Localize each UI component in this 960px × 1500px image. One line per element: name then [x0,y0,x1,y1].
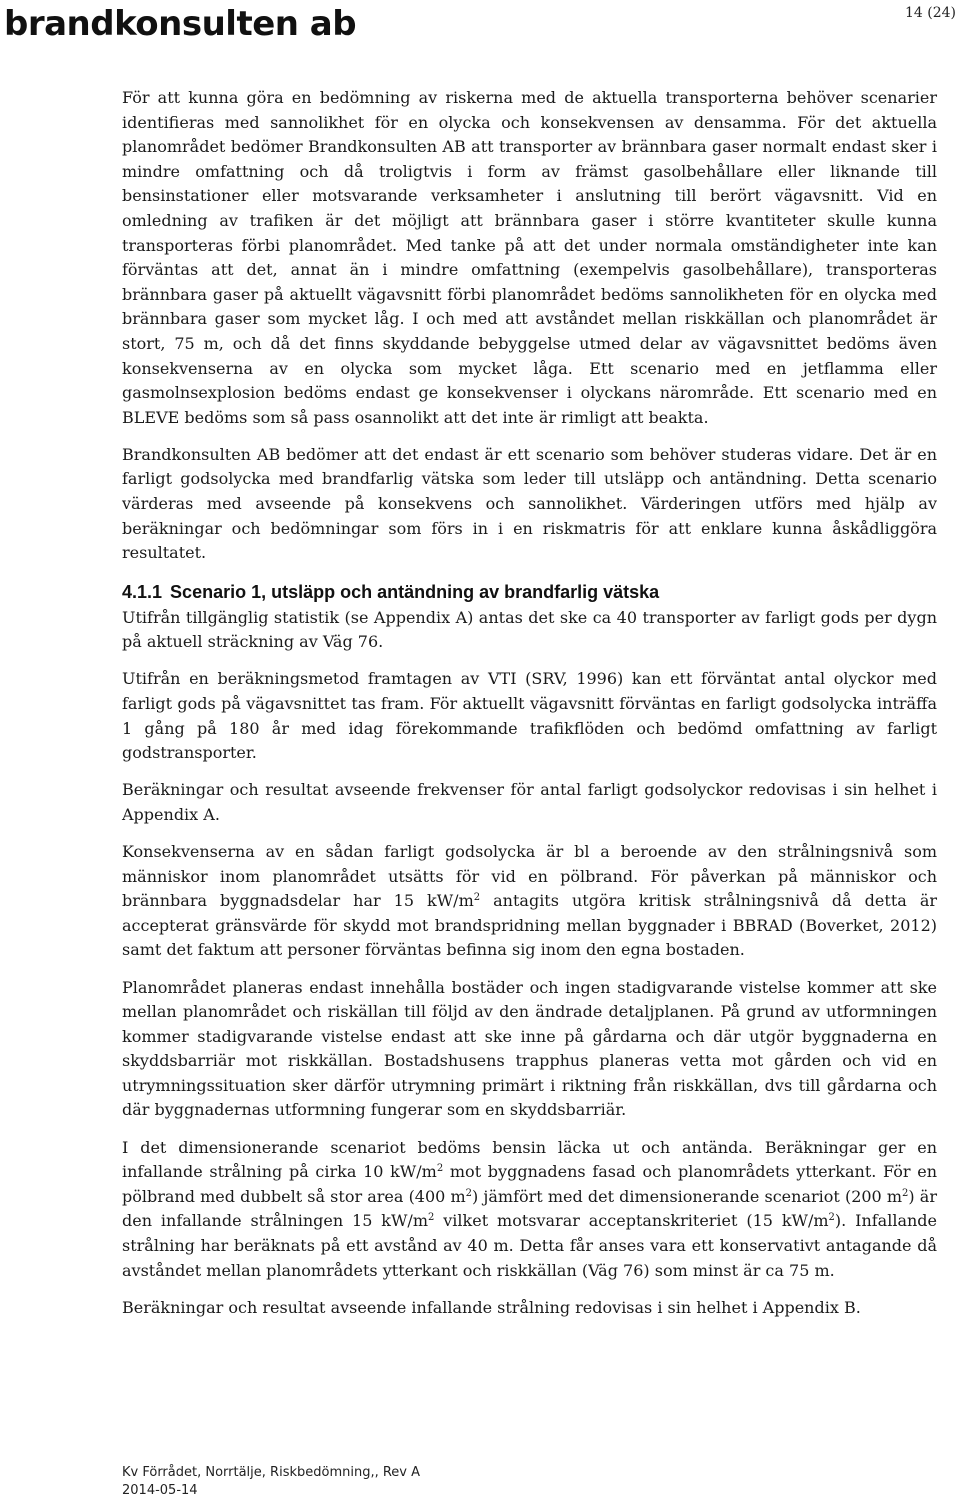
page-footer [122,1464,420,1500]
paragraph-calculation-method: Utifrån en beräkningsmetod framtagen av VTI (SRV, 1996) kan ett förväntat antal olyckor med farligt gods på vägavsnittet tas fram. För aktuellt vägavsnitt förväntas en farligt godsolycka inträffa 1 gång på 180 år med idag förekommande trafikflöden och bedömd omfattning av farligt godstransporter. [122,669,937,763]
paragraph-intro: För att kunna göra en bedömning av riskerna med de aktuella transporterna behöver scenarier identifieras med sannolikhet för en olycka och konsekvensen av densamma. För det aktuella planområdet bedömer Brandkonsulten AB att transporter av brännbara gaser normalt endast sker i mindre omfattning och då troligtvis i form av främst gasolbehållare eller liknande till bensinstationer eller motsvarande verksamheter i anslutning till berört vägavsnitt. Vid en omledning av trafiken är det möjligt att brännbara gaser i större kvantiteter skulle kunna transporteras förbi planområdet. Med tanke på att det under normala omständigheter inte kan förväntas att det, annat än i mindre omfattning (exempelvis gasolbehållare), transporteras brännbara gaser på aktuellt vägavsnitt förbi planområdet bedöms sannolikheten för en olycka med brännbara gaser som mycket låg. I och med att avståndet mellan riskkällan och planområdet är stort, 75 m, och då det finns skyddande bebyggelse utmed delar av vägavsnittet bedöms även konsekvenserna av en olycka som mycket låga. Ett scenario med en jetflamma eller gasmolnsexplosion bedöms endast ge konsekvenser i olyckans närområde. Ett scenario med en BLEVE bedöms som så pass osannolikt att det inte är rimligt att beakta. [122,88,937,427]
company-logo: brandkonsulten ab [4,4,357,44]
superscript: 2 [902,1187,909,1199]
text: Konsekvenserna av en sådan farligt godsolycka är bl a beroende av den strålningsnivå som människor inom planområdet utsätts för vid en pölbrand. För påverkan på människor och brännbara byggnadsdelar har 15 kW/m [122,842,937,911]
text: ) är den infallande strålningen 15 kW/m [122,1186,937,1231]
page-number: 14 (24) [904,5,956,21]
paragraph-dimensioning-scenario [122,1136,937,1284]
footer-document-title: Kv Förrådet, Norrtälje, Riskbedömning,, Rev A [122,1465,421,1480]
text: I det dimensionerande scenariot bedöms bensin läcka ut och antända. Beräkningar ger en infallande strålning på cirka 10 kW/m [122,1137,937,1182]
superscript: 2 [473,892,481,904]
paragraph-frequency-results: Beräkningar och resultat avseende frekvenser för antal farligt godsolyckor redovisas i sin helhet i Appendix A. [122,780,937,824]
section-heading [122,580,937,604]
superscript: 2 [428,1212,435,1224]
superscript: 2 [436,1163,444,1175]
text: ). Infallande strålning har beräknats på ett avstånd av 40 m. Detta får anses vara ett konservativt antagande då avståndet mellan planområdets ytterkant och riskkällan (Väg 76) som minst är ca 75 m. [122,1211,937,1280]
document-body [122,86,937,1333]
paragraph-radiation-results: Beräkningar och resultat avseende infallande strålning redovisas i sin helhet i Appendix B. [122,1297,861,1317]
paragraph-plan-area: Planområdet planeras endast innehålla bostäder och ingen stadigvarande vistelse kommer att ske mellan planområdet och riskällan till följd av den ändrade detaljplanen. På grund av utformningen kommer stadigvarande vistelse endast att ske inne på gårdarna och där utgör byggnaderna en skyddsbarriär mot riskkällan. Bostadshusens trapphus planeras vetta mot gården och vid en utrymningssituation sker därför utrymning primärt i riktning från riskkällan, dvs till gårdarna och där byggnadernas utformning fungerar som en skyddsbarriär. [122,977,937,1120]
text: antagits utgöra kritisk strålningsnivå då detta är accepterat gränsvärde för skydd mot brandspridning mellan byggnader i BBRAD (Boverket, 2012) samt det faktum att personer förväntas befinna sig inom den egna bostaden. [122,891,937,960]
paragraph-scenario-selection: Brandkonsulten AB bedömer att det endast är ett scenario som behöver studeras vidare. Det är en farligt godsolycka med brandfarlig vätska som leder till utsläpp och antändning. Detta scenario värderas med avseende på konsekvens och sannolikhet. Värderingen utförs med hjälp av beräkningar och bedömningar som förs in i en riskmatris för att enklare kunna åskådliggöra resultatet. [122,444,937,563]
footer-date: 2014-05-14 [122,1483,198,1498]
paragraph-statistics: Utifrån tillgänglig statistik (se Appendix A) antas det ske ca 40 transporter av farligt gods per dygn på aktuell sträckning av Väg 76. [122,607,937,652]
text: mot byggnadens fasad och planområdets ytterkant. För en pölbrand med dubbelt så stor area (400 m [122,1162,937,1206]
superscript: 2 [828,1212,835,1224]
superscript: 2 [465,1187,473,1199]
text: vilket motsvarar acceptanskriteriet (15 kW/m [434,1211,829,1231]
text: ) jämfört med det dimensionerande scenariot (200 m [472,1186,903,1206]
section-number: 4.1.1 [122,581,163,602]
paragraph-consequences [122,840,937,963]
section-title: Scenario 1, utsläpp och antändning av brandfarlig vätska [170,581,660,602]
